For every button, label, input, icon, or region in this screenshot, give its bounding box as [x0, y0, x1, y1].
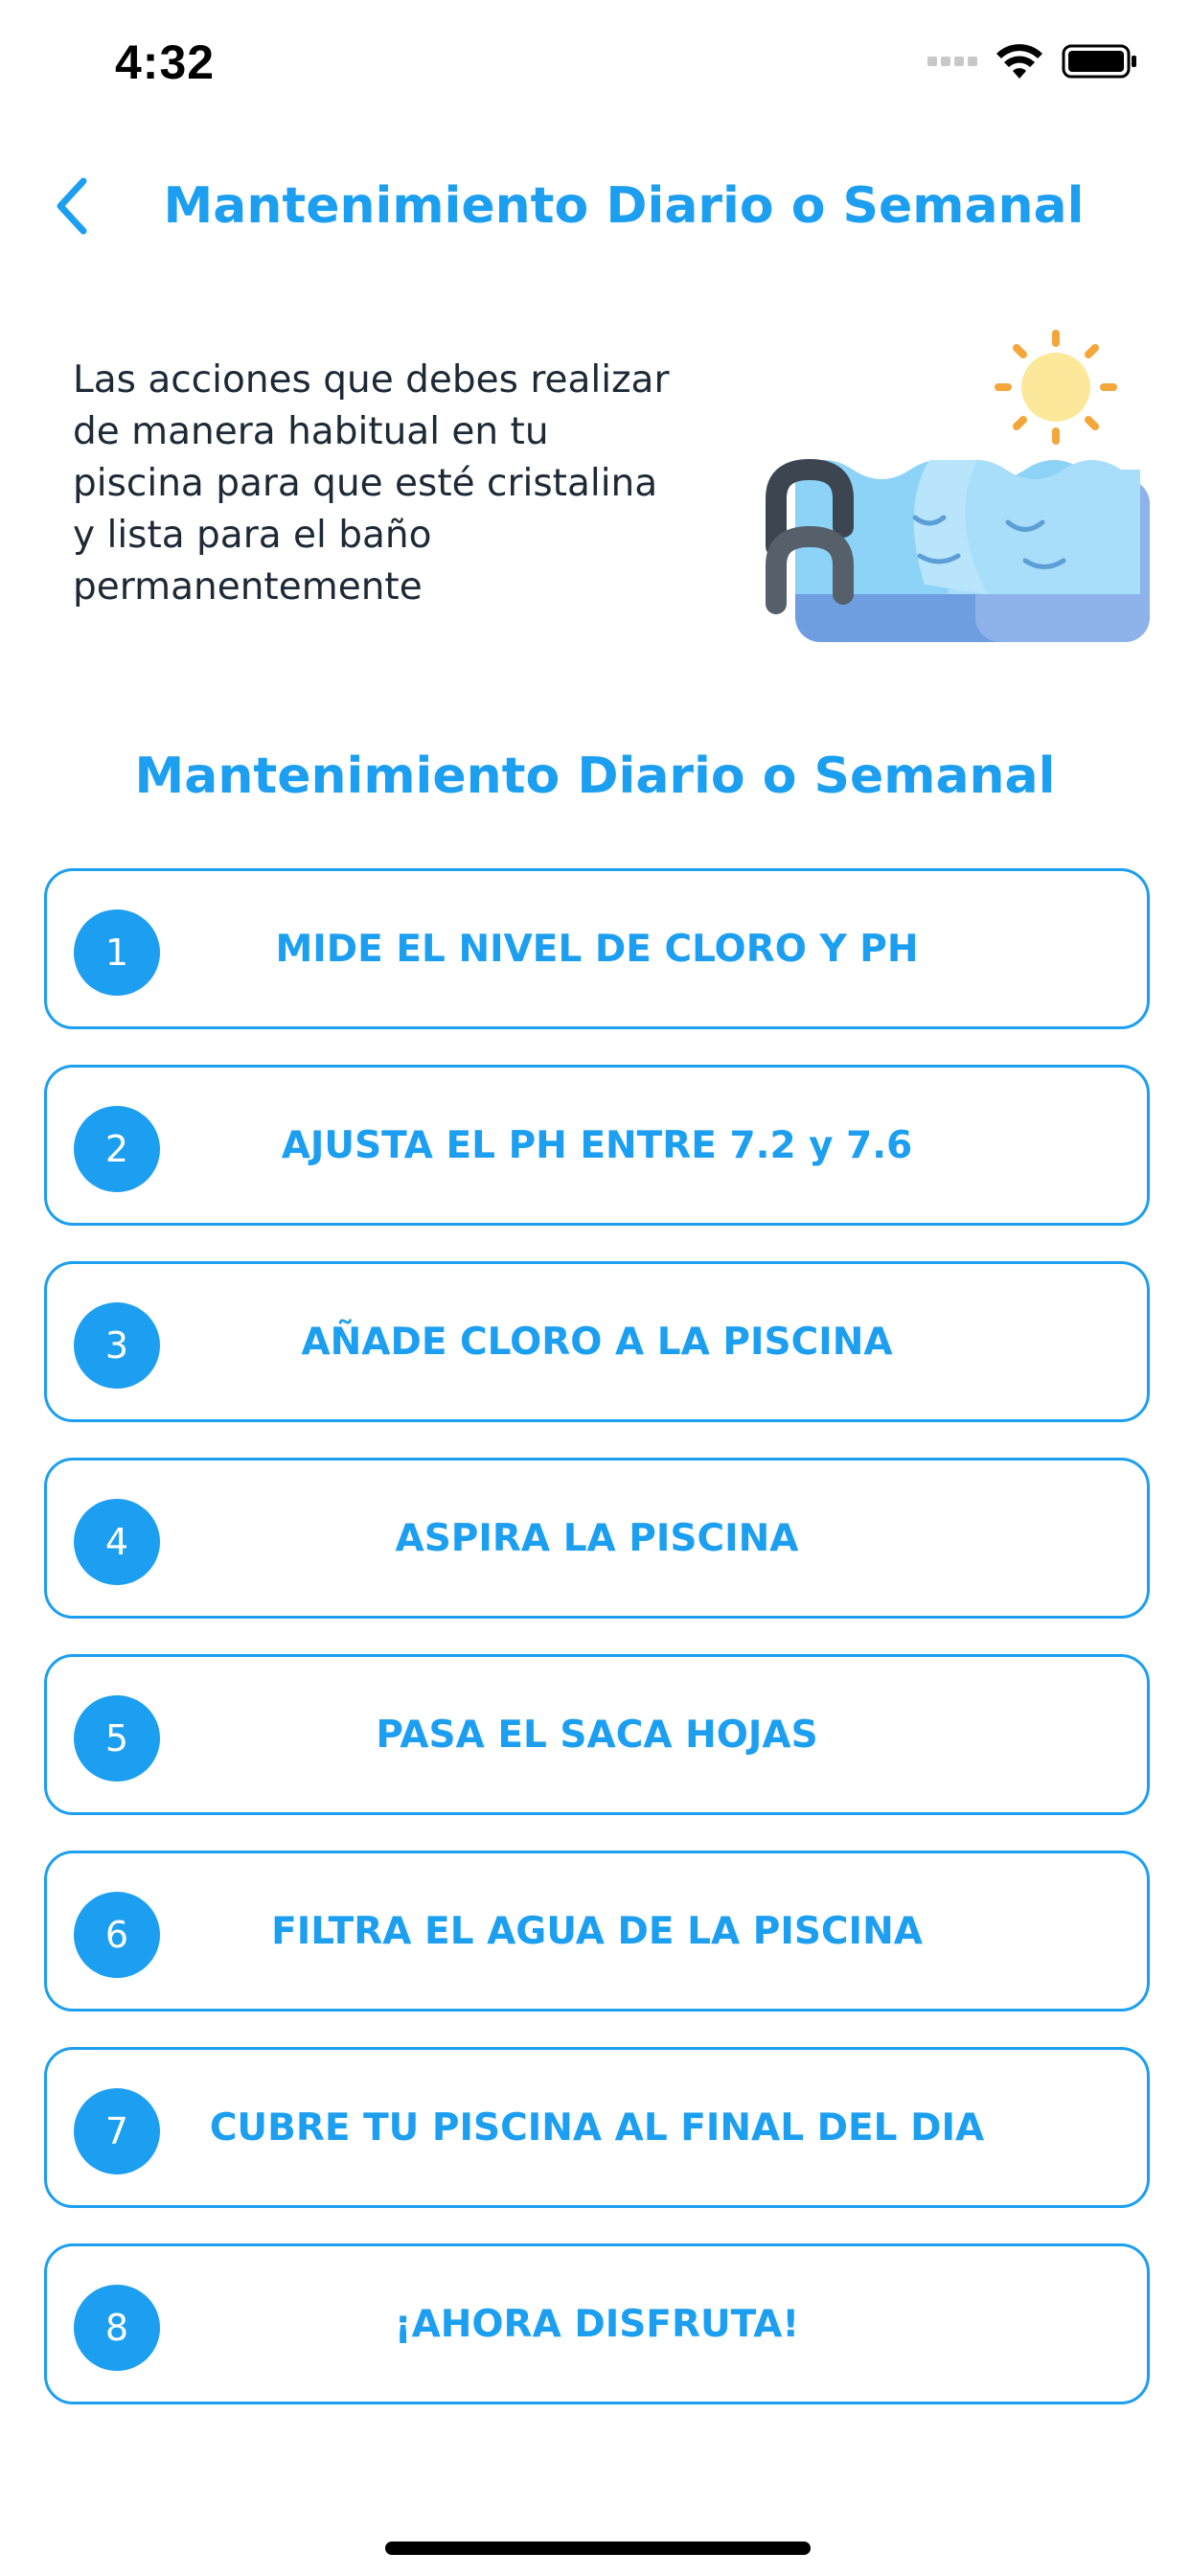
step-number-badge: 2	[74, 1106, 160, 1192]
step-number-badge: 1	[74, 909, 160, 996]
status-time: 4:32	[115, 35, 216, 89]
step-number-badge: 6	[74, 1892, 160, 1978]
status-icons	[927, 42, 1138, 80]
page-title: Mantenimiento Diario o Semanal	[163, 177, 1085, 235]
home-indicator[interactable]	[385, 2542, 811, 2555]
step-label: ASPIRA LA PISCINA	[395, 1516, 799, 1560]
intro-text: Las acciones que debes realizar de manera habitual en tu piscina para que esté cristalina y lista para el baño permanentemente	[73, 358, 670, 609]
step-label: CUBRE TU PISCINA AL FINAL DEL DIA	[209, 2105, 985, 2150]
step-label: AÑADE CLORO A LA PISCINA	[301, 1320, 893, 1364]
step-label: FILTRA EL AGUA DE LA PISCINA	[271, 1909, 923, 1953]
section-heading: Mantenimiento Diario o Semanal	[134, 748, 1056, 805]
step-number-badge: 4	[74, 1499, 160, 1585]
cellular-signal-icon	[927, 57, 977, 66]
status-bar	[0, 0, 1190, 126]
step-number-badge: 7	[74, 2088, 160, 2174]
step-card-3[interactable]	[44, 1261, 1150, 1422]
nav-header	[0, 153, 1190, 259]
step-number-badge: 5	[74, 1695, 160, 1782]
steps-list	[44, 868, 1154, 2440]
step-card-5[interactable]	[44, 1654, 1150, 1815]
step-card-6[interactable]	[44, 1851, 1150, 2012]
step-label: ¡AHORA DISFRUTA!	[394, 2302, 800, 2346]
step-label: AJUSTA EL PH ENTRE 7.2 y 7.6	[281, 1123, 913, 1167]
step-number-badge: 8	[74, 2285, 160, 2371]
step-card-7[interactable]	[44, 2047, 1150, 2208]
battery-icon	[1062, 42, 1138, 80]
wifi-icon	[995, 42, 1044, 80]
step-label: MIDE EL NIVEL DE CLORO Y PH	[275, 927, 919, 971]
step-card-1[interactable]	[44, 868, 1150, 1029]
step-card-8[interactable]	[44, 2243, 1150, 2404]
step-number-badge: 3	[74, 1302, 160, 1389]
pool-sun-illustration	[757, 316, 1159, 661]
pool-illustration-graphic	[757, 316, 1159, 661]
back-button[interactable]	[38, 172, 105, 240]
step-card-2[interactable]	[44, 1065, 1150, 1226]
chevron-left-icon	[53, 175, 91, 237]
step-card-4[interactable]	[44, 1458, 1150, 1619]
step-label: PASA EL SACA HOJAS	[376, 1713, 818, 1757]
